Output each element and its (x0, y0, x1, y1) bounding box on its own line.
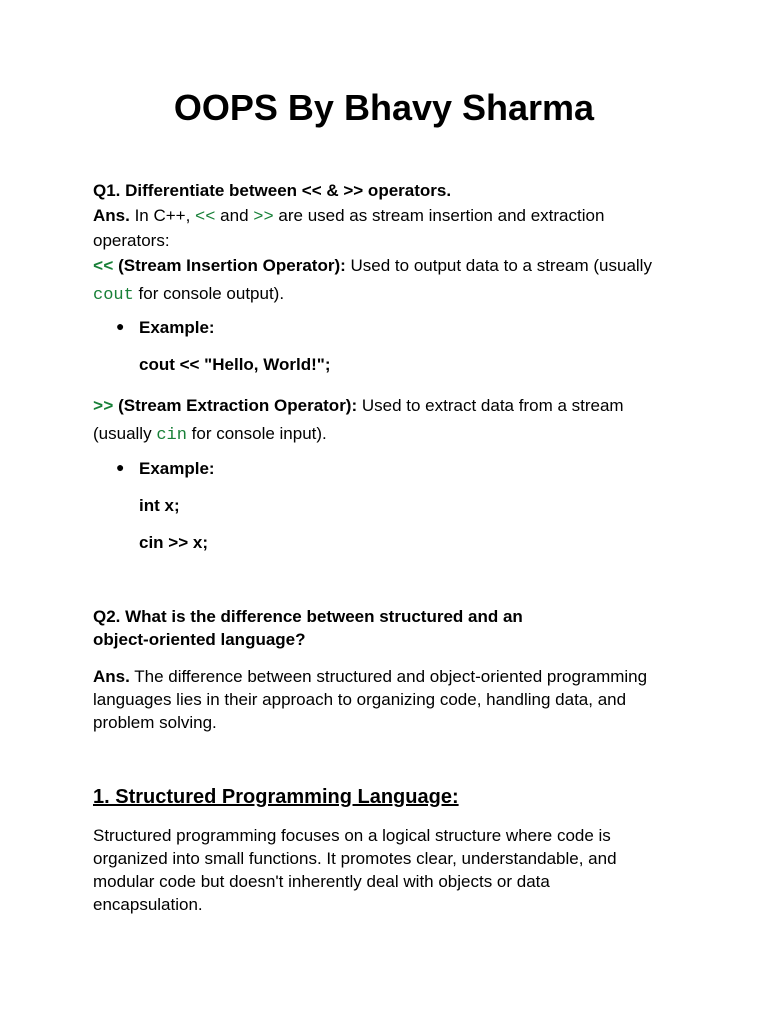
q2-ans-text: The difference between structured and object-oriented programming languages lies in their approach to organizing code, handling data, and problem solving. (93, 667, 648, 732)
extraction-desc-1: Used to extract data from a stream (usually (93, 396, 624, 443)
extraction-desc-2: for console input). (186, 424, 327, 443)
bullet-dot: ● (116, 318, 125, 334)
q1-answer (93, 204, 653, 252)
extraction-code: cin (156, 426, 187, 445)
q2-question: Q2. What is the difference between structured and an object-oriented language? (93, 607, 523, 649)
q1-question: Q1. Differentiate between << & >> operators. (93, 181, 452, 200)
q1-ans-label: Ans. (93, 206, 130, 225)
insertion-code: cout (93, 286, 134, 305)
q1-and: and (215, 206, 254, 225)
extraction-description (93, 393, 663, 449)
insertion-description (93, 253, 653, 309)
insertion-op: << (93, 258, 114, 277)
section1-body: Structured programming focuses on a logical structure where code is organized into small functions. It promotes clear, understandable, and modular code but doesn't inherently deal with objects or data encapsulation. (93, 826, 617, 914)
insertion-example-code-line: cout << "Hello, World!"; (139, 355, 331, 374)
page-title: OOPS By Bhavy Sharma (173, 87, 595, 128)
q2-answer (93, 665, 653, 734)
insertion-label: (Stream Insertion Operator): (113, 256, 346, 275)
extraction-example-code-line: int x; (139, 496, 180, 515)
section1-heading: 1. Structured Programming Language: (93, 786, 459, 808)
bullet-dot: ● (116, 459, 125, 475)
extraction-op: >> (93, 398, 114, 417)
insertion-desc-1: Used to output data to a stream (usually (345, 256, 652, 275)
q1-ans-text-1: In C++, (129, 206, 196, 225)
q2-ans-label: Ans. (93, 667, 130, 686)
extraction-label: (Stream Extraction Operator): (113, 396, 358, 415)
insertion-example-label: Example: (139, 318, 215, 337)
extraction-example-label: Example: (139, 459, 215, 478)
insertion-desc-2: for console output). (133, 284, 285, 303)
extraction-example-code-line: cin >> x; (139, 533, 208, 552)
q1-op-extract: >> (253, 208, 274, 227)
q1-ans-text-2: are used as stream insertion and extraction operators: (93, 206, 605, 250)
q1-op-insert: << (195, 208, 216, 227)
